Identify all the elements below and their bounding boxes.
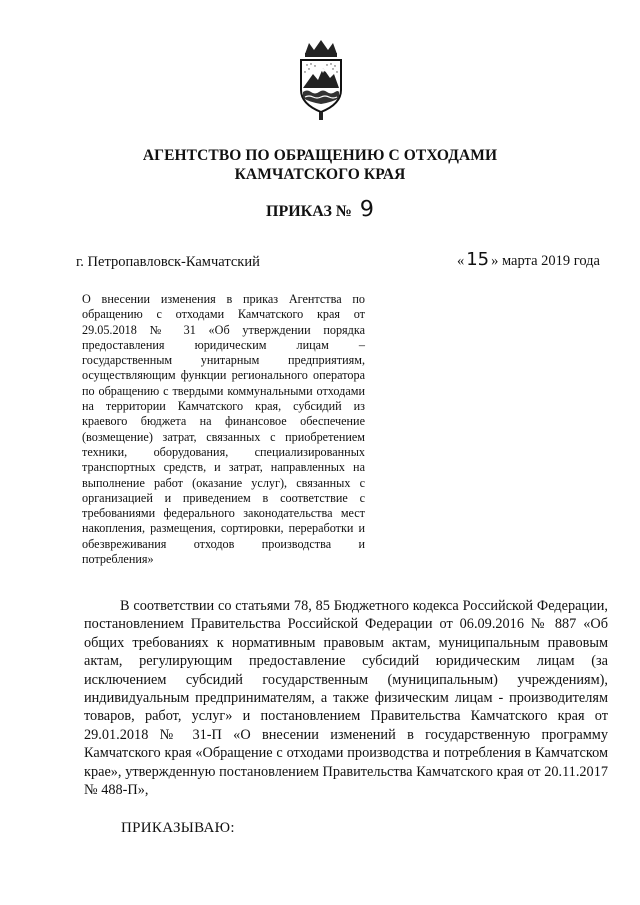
kamchatka-coat-of-arms-icon (293, 38, 349, 122)
agency-title-line2: КАМЧАТСКОГО КРАЯ (234, 166, 406, 183)
date-rest: » марта 2019 года (491, 253, 600, 269)
date-open-quote: « (456, 253, 465, 269)
order-number: 9 (359, 196, 375, 223)
agency-title-line1: АГЕНТСТВО ПО ОБРАЩЕНИЮ С ОТХОДАМИ (142, 147, 498, 164)
date-day: 15 (466, 249, 490, 270)
order-title: ПРИКАЗ № (266, 203, 352, 220)
decree-word: ПРИКАЗЫВАЮ: (121, 820, 235, 836)
order-heading (0, 196, 640, 223)
order-date (457, 250, 600, 271)
city: г. Петропавловск-Камчатский (76, 254, 260, 270)
preamble-paragraph: В соответствии со статьями 78, 85 Бюджетного кодекса Российской Федерации, постановлением Правительства Российской Федерации от 06.09.2016 № 887 «Об общих требованиях к нормативным правовым актам, муниципальным правовым актам, регулирующим предоставление субсидий юридическим лицам (за исключением субсидий государственным (муниципальным) учреждениям), индивидуальным предпринимателям, а также физическим лицам - производителям товаров, работ, услуг» и постановлением Правительства Камчатского края от 29.01.2018 № 31-П «О внесении изменений в государственную программу Камчатского края «Обращение с отходами производства и потребления в Камчатском крае», утвержденную постановлением Правительства Камчатского края от 20.11.2017 № 488-П», (84, 598, 608, 799)
order-subject: О внесении изменения в приказ Агентства по обращению с отходами Камчатского края от 29.05.2018 № 31 «Об утверждении порядка предоставления юридическим лицам – государственным унитарным предприятиям, осуществляющим функции регионального оператора по обращению с твердыми коммунальными отходами на территории Камчатского края, субсидий из краевого бюджета на финансовое обеспечение (возмещение) затрат, связанных с приобретением техники, оборудования, специализированных транспортных средств, и затрат, направленных на выполнение работ (оказание услуг), связанных с организацией и приведением в соответствие с требованиями федерального законодательства мест накопления, размещения, сортировки, переработки и обезвреживания отходов производства и потребления» (82, 292, 365, 567)
